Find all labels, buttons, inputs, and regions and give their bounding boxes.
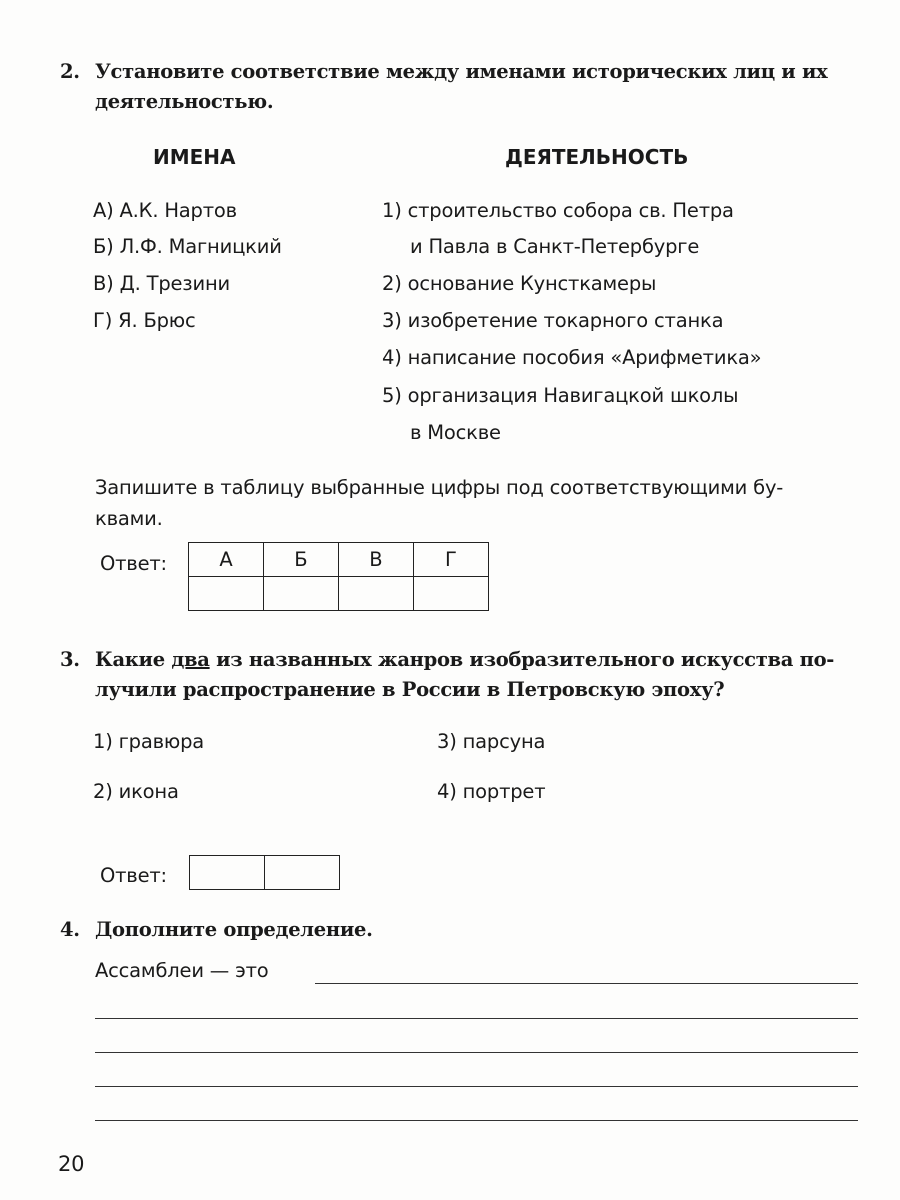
answer-line[interactable]	[95, 1120, 858, 1121]
instruction-line2: квами.	[95, 507, 163, 530]
q3-text-line2: лучили распространение в России в Петровскую эпоху?	[95, 678, 725, 701]
instruction-line1: Запишите в таблицу выбранные цифры под соответствующими бу-	[95, 476, 784, 499]
q3-option: 3) парсуна	[437, 730, 546, 753]
activity-heading: ДЕЯТЕЛЬНОСТЬ	[505, 145, 689, 169]
name-item: Б) Л.Ф. Магницкий	[93, 235, 282, 258]
q2-number: 2.	[60, 60, 80, 83]
activity-item-cont: и Павла в Санкт-Петербурге	[410, 235, 700, 258]
answer-line[interactable]	[95, 1086, 858, 1087]
activity-item: 2) основание Кунсткамеры	[382, 272, 657, 295]
answer-line[interactable]	[95, 1052, 858, 1053]
q2-answer-label: Ответ:	[100, 552, 167, 575]
answer-cell-a[interactable]	[189, 577, 264, 611]
answer-cell-1[interactable]	[190, 856, 265, 890]
name-item: А) А.К. Нартов	[93, 199, 237, 222]
answer-cell-g[interactable]	[414, 577, 489, 611]
name-item: В) Д. Трезини	[93, 272, 230, 295]
q4-text: Дополните определение.	[95, 918, 373, 941]
q3-number: 3.	[60, 648, 80, 671]
q3-text-pre: Какие	[95, 648, 172, 671]
q3-text-line1	[95, 648, 834, 671]
answer-line[interactable]	[315, 983, 858, 984]
activity-item: 5) организация Навигацкой школы	[382, 384, 739, 407]
answer-cell-b[interactable]	[264, 577, 339, 611]
q3-text-post: из названных жанров изобразительного искусства по-	[209, 648, 835, 671]
q4-number: 4.	[60, 918, 80, 941]
q3-answer-table	[189, 855, 340, 890]
answer-cell-v[interactable]	[339, 577, 414, 611]
names-heading: ИМЕНА	[153, 145, 236, 169]
activity-item: 1) строительство собора св. Петра	[382, 199, 734, 222]
q3-option: 1) гравюра	[93, 730, 205, 753]
q3-text-emphasis: два	[171, 648, 210, 671]
answer-header-b: Б	[264, 543, 339, 577]
q3-option: 2) икона	[93, 780, 179, 803]
answer-header-g: Г	[414, 543, 489, 577]
activity-item: 3) изобретение токарного станка	[382, 309, 724, 332]
answer-header-v: В	[339, 543, 414, 577]
q2-text-line1: Установите соответствие между именами исторических лиц и их	[95, 60, 828, 83]
answer-cell-2[interactable]	[265, 856, 340, 890]
q4-prompt: Ассамблеи — это	[95, 959, 269, 982]
activity-item-cont: в Москве	[410, 421, 501, 444]
q2-text-line2: деятельностью.	[95, 90, 274, 113]
page-number: 20	[58, 1152, 85, 1176]
answer-line[interactable]	[95, 1018, 858, 1019]
q2-answer-table	[188, 542, 489, 611]
name-item: Г) Я. Брюс	[93, 309, 196, 332]
q3-answer-label: Ответ:	[100, 864, 167, 887]
activity-item: 4) написание пособия «Арифметика»	[382, 346, 762, 369]
answer-header-a: А	[189, 543, 264, 577]
q3-option: 4) портрет	[437, 780, 546, 803]
